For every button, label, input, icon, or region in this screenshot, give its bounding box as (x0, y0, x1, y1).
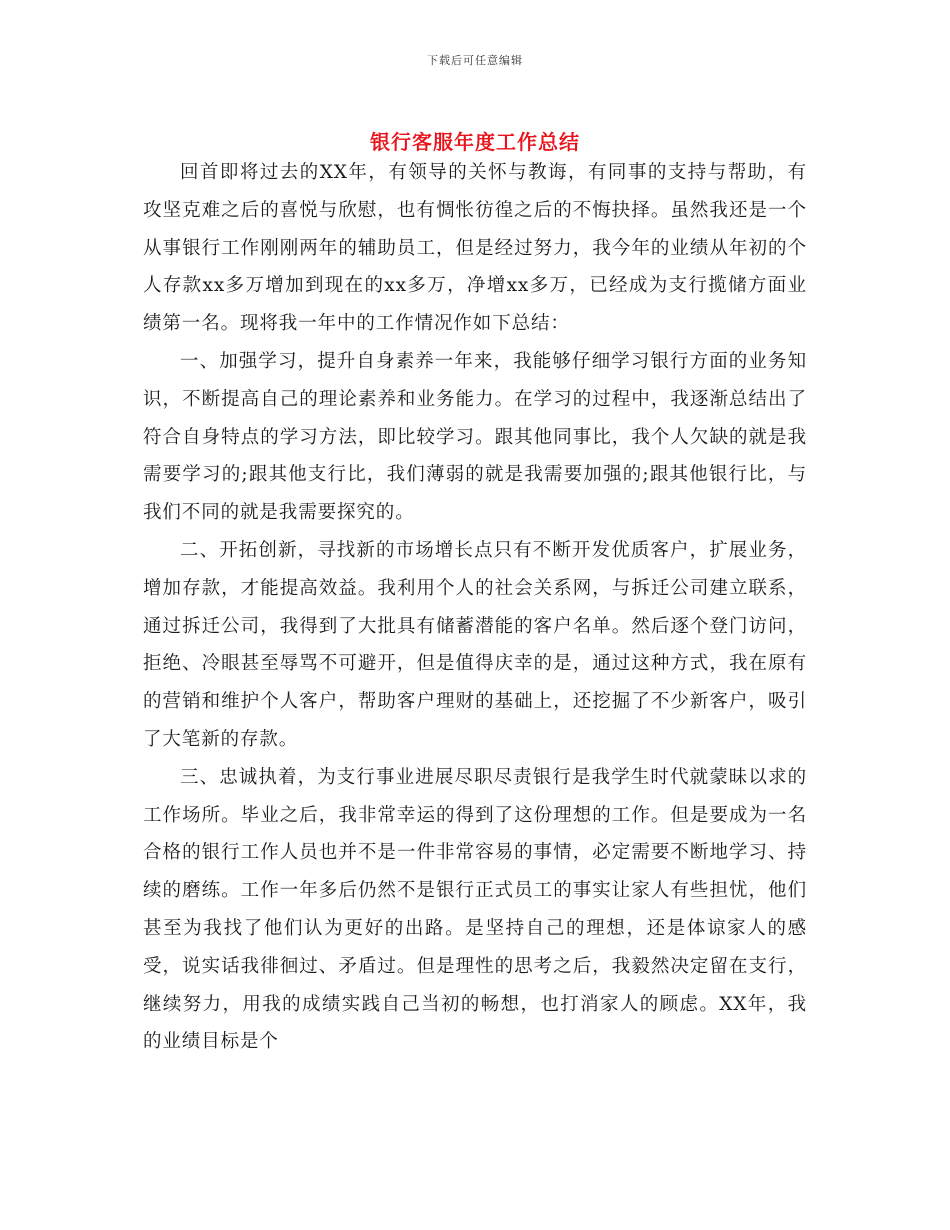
page-header-note: 下载后可任意编辑 (427, 54, 523, 67)
document-title: 银行客服年度工作总结 (370, 130, 580, 155)
paragraph-dedication: 三、忠诚执着，为支行事业进展尽职尽责银行是我学生时代就蒙昧以求的工作场所。毕业之后，我非常幸运的得到了这份理想的工作。但是要成为一名合格的银行工作人员也并不是一件非常容易的事情，必定需要不断地学习、持续的磨练。工作一年多后仍然不是银行正式员工的事实让家人有些担忧，他们甚至为我找了他们认为更好的出路。是坚持自己的理想，还是体谅家人的感受，说实话我徘徊过、矛盾过。但是理性的思考之后，我毅然决定留在支行，继续努力，用我的成绩实践自己当初的畅想，也打消家人的顾虑。XX年，我的业绩目标是个 (143, 766, 807, 1053)
document-body (143, 154, 807, 1061)
paragraph-intro: 回首即将过去的XX年，有领导的关怀与教诲，有同事的支持与帮助，有攻坚克难之后的喜悦与欣慰，也有惆怅彷徨之后的不悔抉择。虽然我还是一个从事银行工作刚刚两年的辅助员工，但是经过努力，我今年的业绩从年初的个人存款xx多万增加到现在的xx多万，净增xx多万，已经成为支行揽储方面业绩第一名。现将我一年中的工作情况作如下总结： (143, 162, 807, 335)
paragraph-innovation: 二、开拓创新，寻找新的市场增长点只有不断开发优质客户，扩展业务，增加存款，才能提高效益。我利用个人的社会关系网，与拆迁公司建立联系，通过拆迁公司，我得到了大批具有储蓄潜能的客户名单。然后逐个登门访问，拒绝、冷眼甚至辱骂不可避开，但是值得庆幸的是，通过这种方式，我在原有的营销和维护个人客户，帮助客户理财的基础上，还挖掘了不少新客户，吸引了大笔新的存款。 (143, 539, 807, 750)
paragraph-study: 一、加强学习，提升自身素养一年来，我能够仔细学习银行方面的业务知识，不断提高自己的理论素养和业务能力。在学习的过程中，我逐渐总结出了符合自身特点的学习方法，即比较学习。跟其他同事比，我个人欠缺的就是我需要学习的;跟其他支行比，我们薄弱的就是我需要加强的;跟其他银行比，与我们不同的就是我需要探究的。 (143, 350, 807, 524)
